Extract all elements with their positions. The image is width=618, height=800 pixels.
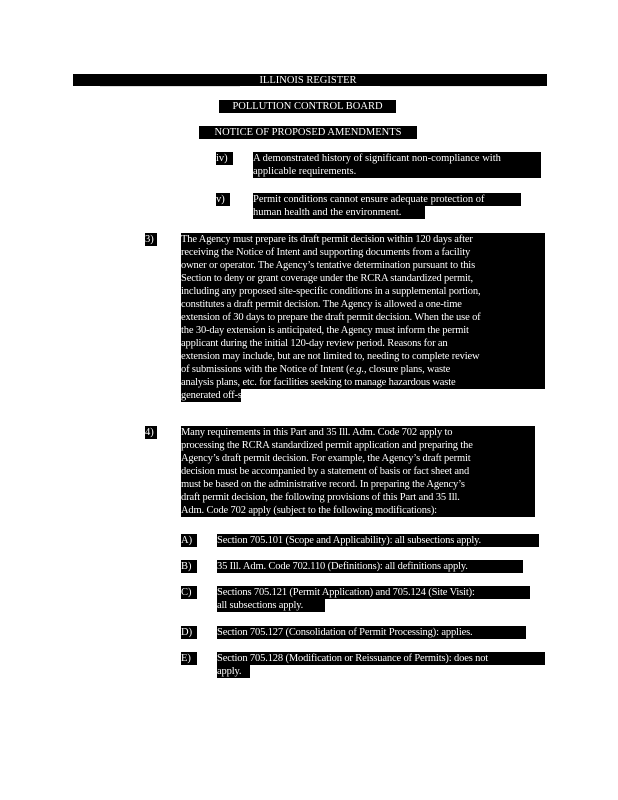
paragraph-4-line: decision must be accompanied by a statement of basis or fact sheet and — [181, 465, 535, 478]
paragraph-4-line: Many requirements in this Part and 35 Ill. Adm. Code 702 apply to — [181, 426, 535, 439]
paragraph-3-line: applicant during the initial 120-day review period. Reasons for an — [181, 337, 545, 350]
item-v-line: human health and the environment. — [253, 206, 425, 219]
item-v-line: Permit conditions cannot ensure adequate protection of — [253, 193, 521, 206]
subitem-e-line: Section 705.128 (Modification or Reissuance of Permits): does not — [217, 652, 545, 665]
paragraph-3-line: The Agency must prepare its draft permit decision within 120 days after — [181, 233, 545, 246]
item-iv-line: A demonstrated history of significant non-compliance with — [253, 152, 541, 165]
paragraph-3-line: including any proposed site-specific conditions in a supplemental portion, — [181, 285, 545, 298]
paragraph-marker-3: 3) — [145, 233, 157, 246]
paragraph-3-line: extension of 30 days to prepare the draft permit decision. When the use of — [181, 311, 545, 324]
paragraph-3-line — [181, 363, 545, 376]
paragraph-3-line: extension may include, but are not limited to, needing to complete review — [181, 350, 545, 363]
subitem-marker-b: B) — [181, 560, 197, 573]
paragraph-3-line: receiving the Notice of Intent and supporting documents from a facility — [181, 246, 545, 259]
subitem-c-line: all subsections apply. — [217, 599, 325, 612]
paragraph-4-line: processing the RCRA standardized permit application and preparing the — [181, 439, 535, 452]
subitem-marker-d: D) — [181, 626, 197, 639]
paragraph-3-text: of submissions with the Notice of Intent ( — [181, 364, 350, 375]
paragraph-4-line: draft permit decision, the following provisions of this Part and 35 Ill. — [181, 491, 535, 504]
paragraph-marker-4: 4) — [145, 426, 157, 439]
paragraph-3-line: the 30-day extension is anticipated, the Agency must inform the permit — [181, 324, 545, 337]
item-iv-line: applicable requirements. — [253, 165, 541, 178]
paragraph-4-line: must be based on the administrative record. In preparing the Agency’s — [181, 478, 535, 491]
paragraph-3-line: constitutes a draft permit decision. The Agency is allowed a one-time — [181, 298, 545, 311]
scan-artifact-line — [380, 86, 540, 87]
board-title: POLLUTION CONTROL BOARD — [219, 100, 396, 113]
item-marker-iv: iv) — [216, 152, 233, 165]
paragraph-3-text: , closure plans, waste — [363, 364, 451, 375]
subitem-b-line: 35 Ill. Adm. Code 702.110 (Definitions): all definitions apply. — [217, 560, 523, 573]
paragraph-3-line: analysis plans, etc. for facilities seeking to manage hazardous waste — [181, 376, 545, 389]
scan-artifact-line — [100, 86, 240, 87]
subitem-a-line: Section 705.101 (Scope and Applicability): all subsections apply. — [217, 534, 539, 547]
subitem-e-line: apply. — [217, 665, 250, 678]
paragraph-3-line: owner or operator. The Agency’s tentative determination pursuant to this — [181, 259, 545, 272]
item-marker-v: v) — [216, 193, 230, 206]
subitem-marker-e: E) — [181, 652, 197, 665]
paragraph-3-emphasis: e.g. — [349, 364, 364, 375]
register-title: ILLINOIS REGISTER — [259, 75, 357, 86]
paragraph-3-line: generated off-site). — [181, 390, 258, 401]
notice-title: NOTICE OF PROPOSED AMENDMENTS — [199, 126, 417, 139]
paragraph-3-line: Section to deny or grant coverage under the RCRA standardized permit, — [181, 272, 545, 285]
subitem-c-line: Sections 705.121 (Permit Application) and 705.124 (Site Visit): — [217, 586, 530, 599]
paragraph-4-line: Agency’s draft permit decision. For example, the Agency’s draft permit — [181, 452, 535, 465]
paragraph-4-line: Adm. Code 702 apply (subject to the following modifications): — [181, 504, 535, 517]
subitem-d-line: Section 705.127 (Consolidation of Permit Processing): applies. — [217, 626, 526, 639]
subitem-marker-a: A) — [181, 534, 197, 547]
subitem-marker-c: C) — [181, 586, 197, 599]
